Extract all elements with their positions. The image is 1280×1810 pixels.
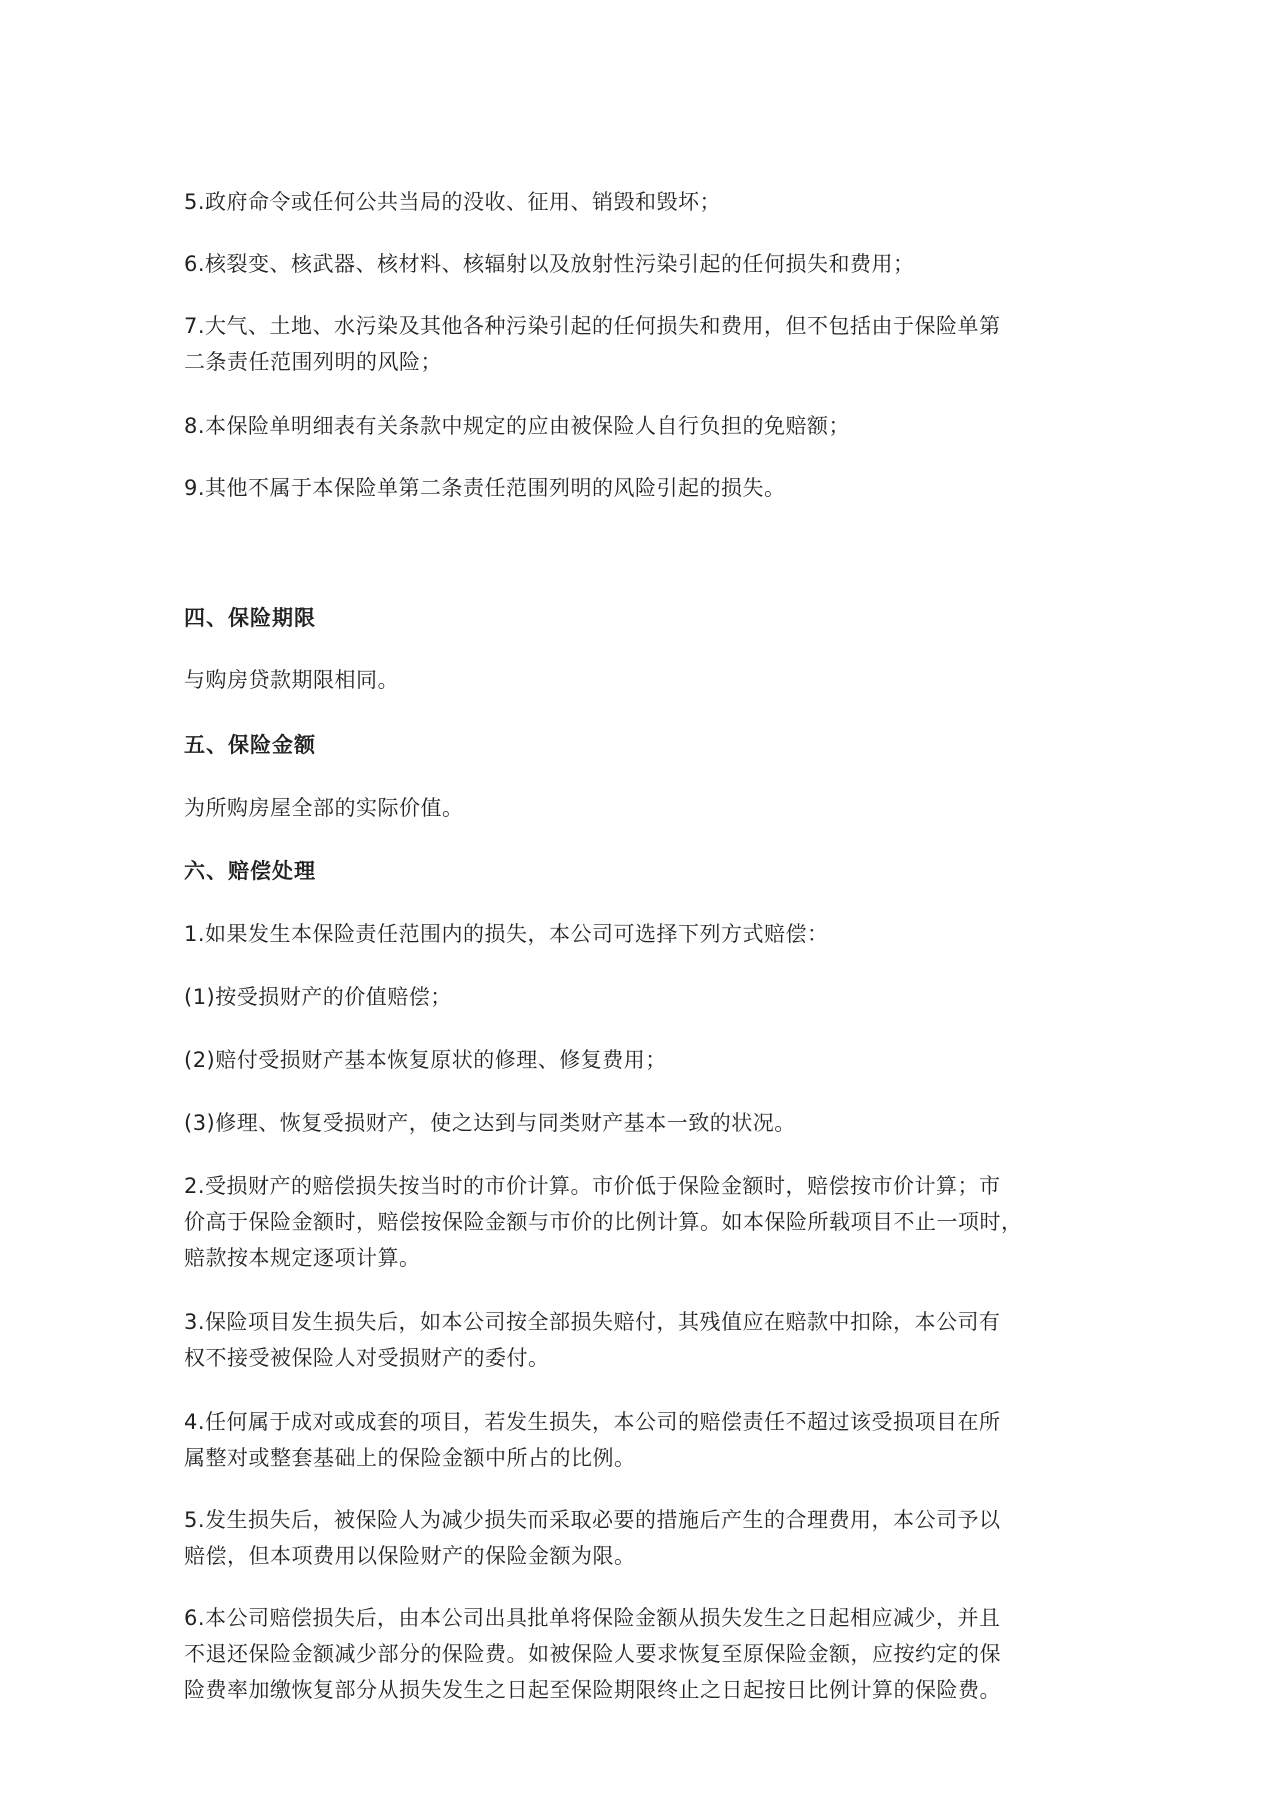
- claims-item-3-line-2: 权不接受被保险人对受损财产的委付。: [184, 1346, 550, 1370]
- claims-item-2-line-2: 价高于保险金额时，赔偿按保险金额与市价的比例计算。如本保险所载项目不止一项时，: [184, 1210, 1023, 1234]
- claims-item-4-line-2: 属整对或整套基础上的保险金额中所占的比例。: [184, 1446, 636, 1470]
- claims-item-2-line-1: 2.受损财产的赔偿损失按当时的市价计算。市价低于保险金额时，赔偿按市价计算；市: [184, 1174, 1001, 1198]
- claims-item-5: [184, 1502, 1164, 1574]
- claims-item-2-line-3: 赔款按本规定逐项计算。: [184, 1246, 421, 1270]
- claims-item-6-line-2: 不退还保险金额减少部分的保险费。如被保险人要求恢复至原保险金额，应按约定的保: [184, 1642, 1001, 1666]
- claims-sub-item-2: (2)赔付受损财产基本恢复原状的修理、修复费用；: [184, 1048, 667, 1072]
- claims-item-3: [184, 1304, 1164, 1376]
- section-4-heading: 四、保险期限: [184, 606, 316, 630]
- claims-item-2: [184, 1168, 1164, 1276]
- exclusion-item-7: [184, 308, 1164, 380]
- claims-sub-item-3: (3)修理、恢复受损财产，使之达到与同类财产基本一致的状况。: [184, 1111, 796, 1135]
- exclusion-item-9: 9.其他不属于本保险单第二条责任范围列明的风险引起的损失。: [184, 476, 786, 500]
- claims-item-6: [184, 1600, 1164, 1708]
- section-5-heading: 五、保险金额: [184, 733, 316, 757]
- claims-item-5-line-2: 赔偿，但本项费用以保险财产的保险金额为限。: [184, 1544, 636, 1568]
- claims-item-4: [184, 1404, 1164, 1476]
- exclusion-item-8: 8.本保险单明细表有关条款中规定的应由被保险人自行负担的免赔额；: [184, 414, 851, 438]
- claims-item-4-line-1: 4.任何属于成对或成套的项目，若发生损失，本公司的赔偿责任不超过该受损项目在所: [184, 1410, 1001, 1434]
- section-5-body: 为所购房屋全部的实际价值。: [184, 796, 464, 820]
- claims-item-6-line-3: 险费率加缴恢复部分从损失发生之日起至保险期限终止之日起按日比例计算的保险费。: [184, 1678, 1001, 1702]
- exclusion-item-6: 6.核裂变、核武器、核材料、核辐射以及放射性污染引起的任何损失和费用；: [184, 252, 915, 276]
- section-4-body: 与购房贷款期限相同。: [184, 668, 399, 692]
- exclusion-item-7-line-1: 7.大气、土地、水污染及其他各种污染引起的任何损失和费用，但不包括由于保险单第: [184, 314, 1001, 338]
- exclusion-item-5: 5.政府命令或任何公共当局的没收、征用、销毁和毁坏；: [184, 190, 722, 214]
- claims-item-1: 1.如果发生本保险责任范围内的损失，本公司可选择下列方式赔偿：: [184, 922, 829, 946]
- claims-sub-item-1: (1)按受损财产的价值赔偿；: [184, 985, 452, 1009]
- claims-item-5-line-1: 5.发生损失后，被保险人为减少损失而采取必要的措施后产生的合理费用，本公司予以: [184, 1508, 1001, 1532]
- claims-item-3-line-1: 3.保险项目发生损失后，如本公司按全部损失赔付，其残值应在赔款中扣除，本公司有: [184, 1310, 1001, 1334]
- exclusion-item-7-line-2: 二条责任范围列明的风险；: [184, 350, 442, 374]
- section-6-heading: 六、赔偿处理: [184, 859, 316, 883]
- claims-item-6-line-1: 6.本公司赔偿损失后，由本公司出具批单将保险金额从损失发生之日起相应减少，并且: [184, 1606, 1001, 1630]
